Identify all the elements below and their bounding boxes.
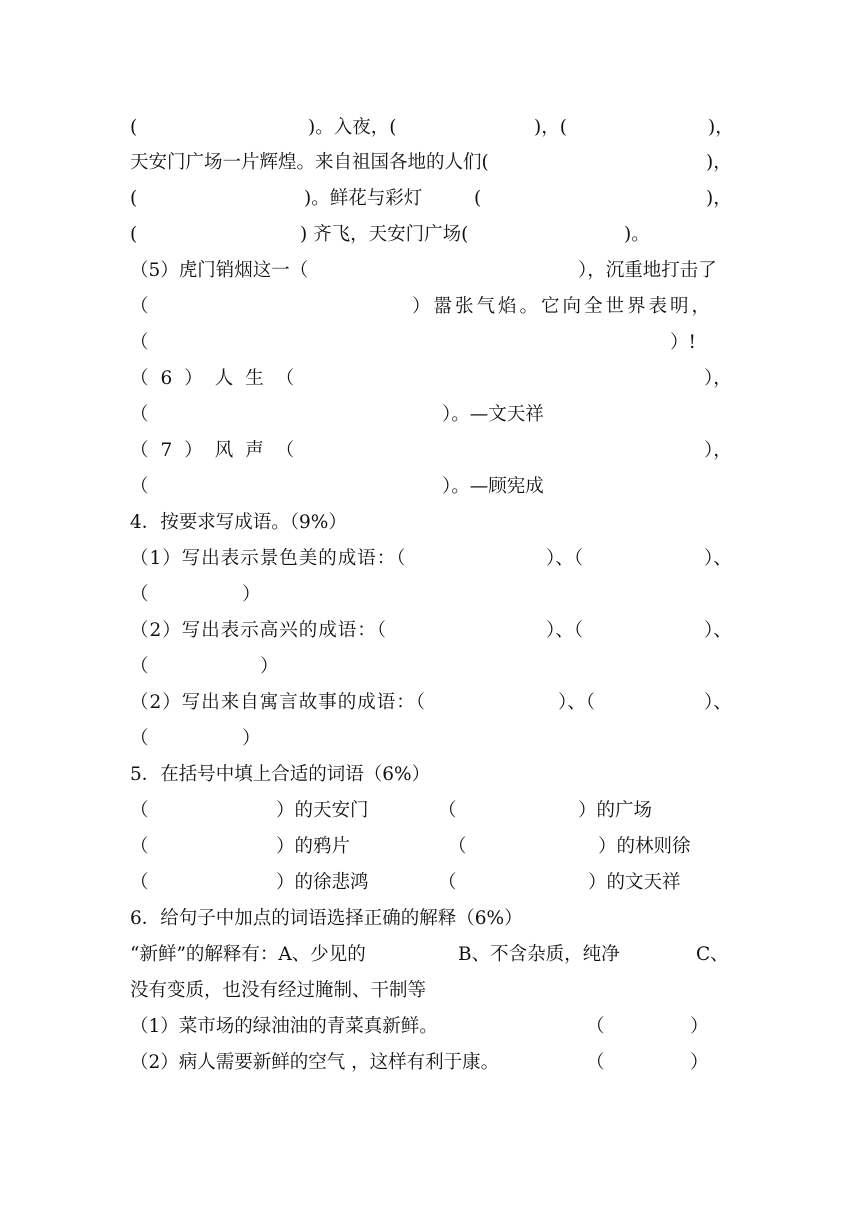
text-segment: （ <box>130 872 149 893</box>
text-segment: ( <box>130 117 138 138</box>
text-line <box>130 1045 730 1081</box>
text-segment: )， <box>708 117 734 138</box>
text-segment: ）。—顾宪成 <box>442 476 544 497</box>
text-segment: ） <box>260 656 279 677</box>
text-segment: （ <box>130 728 149 749</box>
text-line <box>130 181 730 217</box>
text-segment: ）的天安门 <box>276 800 369 821</box>
text-segment: ) 齐飞，天安门广场( <box>300 224 469 245</box>
text-segment: （ <box>586 1052 605 1073</box>
text-segment: （2）写出来自寓言故事的成语：（ <box>130 692 427 713</box>
text-line <box>130 793 730 829</box>
text-segment: ）， <box>704 368 732 389</box>
text-line <box>130 145 730 181</box>
text-segment: （ <box>130 404 149 425</box>
text-line <box>130 1009 730 1045</box>
text-line <box>130 361 730 397</box>
section-heading <box>130 901 730 937</box>
text-line <box>130 865 730 901</box>
text-segment: ( <box>130 188 138 209</box>
text-line <box>130 577 730 613</box>
text-segment: ）、 <box>704 548 732 569</box>
text-segment: （ <box>130 476 149 497</box>
text-segment: ） <box>690 1052 709 1073</box>
text-segment: （ <box>130 836 149 857</box>
text-segment: ） <box>690 1016 709 1037</box>
text-segment: （ <box>130 656 149 677</box>
text-segment: C、 <box>696 944 729 965</box>
text-segment: ） <box>242 584 261 605</box>
text-line <box>130 217 730 253</box>
text-segment: ）的林则徐 <box>598 836 691 857</box>
text-segment: )。入夜，( <box>308 117 397 138</box>
text-segment: 5．在括号中填上合适的词语（6%） <box>130 764 431 785</box>
text-segment: （1）写出表示景色美的成语：（ <box>130 548 407 569</box>
text-segment: “新鲜”的解释有：A、少见的 <box>130 944 366 965</box>
text-segment: ）! <box>670 332 696 353</box>
text-segment: ），沉重地打击了 <box>578 260 717 281</box>
text-segment: ）、（ <box>546 620 584 641</box>
text-segment: ( <box>474 188 482 209</box>
text-segment: （6）人生（ <box>130 368 307 389</box>
text-segment: （7）风声（ <box>130 440 307 461</box>
text-segment: ）的徐悲鸿 <box>276 872 369 893</box>
text-segment: ）、（ <box>558 692 596 713</box>
text-line <box>130 937 730 973</box>
text-segment: （ <box>130 332 149 353</box>
text-segment: ）、 <box>704 620 732 641</box>
text-segment: ） <box>242 728 261 749</box>
text-segment: ）的鸦片 <box>276 836 351 857</box>
text-line <box>130 325 730 361</box>
text-segment: )，( <box>534 117 567 138</box>
text-segment: （2）病人需要新鲜的空气 ，这样有利于康。 <box>130 1052 500 1073</box>
text-segment: ( <box>130 224 138 245</box>
text-line <box>130 397 730 433</box>
text-segment: 没有变质，也没有经过腌制、干制等 <box>130 980 427 1001</box>
text-line <box>130 613 730 649</box>
text-segment: ）、 <box>704 692 732 713</box>
text-segment: 4．按要求写成语。（9%） <box>130 512 347 533</box>
text-segment: （ <box>438 872 457 893</box>
text-line <box>130 541 730 577</box>
text-segment: ）的广场 <box>578 800 653 821</box>
text-segment: （5）虎门销烟这一（ <box>130 260 309 281</box>
text-segment: （2）写出表示高兴的成语：（ <box>130 620 388 641</box>
text-segment: （ <box>130 296 149 317</box>
text-segment: ）、（ <box>546 548 584 569</box>
text-segment: 6．给句子中加点的词语选择正确的解释（6%） <box>130 908 523 929</box>
text-segment: )， <box>706 188 732 209</box>
text-segment: ）的文天祥 <box>588 872 681 893</box>
text-segment: （ <box>586 1016 605 1037</box>
text-line <box>130 649 730 685</box>
text-segment: （ <box>438 800 457 821</box>
text-segment: ）。—文天祥 <box>442 404 544 425</box>
text-segment: ）， <box>704 440 732 461</box>
text-line <box>130 289 730 325</box>
text-segment: （1）菜市场的绿油油的青菜真新鲜。 <box>130 1016 438 1037</box>
text-line <box>130 110 734 146</box>
text-line <box>130 829 730 865</box>
text-line <box>130 685 730 721</box>
text-segment: )， <box>706 152 732 173</box>
section-heading <box>130 505 730 541</box>
text-line <box>130 433 730 469</box>
text-segment: （ <box>448 836 467 857</box>
text-segment: B、不含杂质，纯净 <box>458 944 620 965</box>
text-segment: ）嚣张气焰。它向全世界表明， <box>412 296 714 317</box>
text-line <box>130 721 730 757</box>
text-segment: （ <box>130 584 149 605</box>
text-segment: )。 <box>624 224 650 245</box>
text-line <box>130 973 730 1009</box>
section-heading <box>130 757 730 793</box>
text-segment: 天安门广场一片辉煌。来自祖国各地的人们( <box>130 152 489 173</box>
text-line <box>130 469 730 505</box>
text-segment: )。鲜花与彩灯 <box>304 188 423 209</box>
text-segment: （ <box>130 800 149 821</box>
text-line <box>130 253 730 289</box>
